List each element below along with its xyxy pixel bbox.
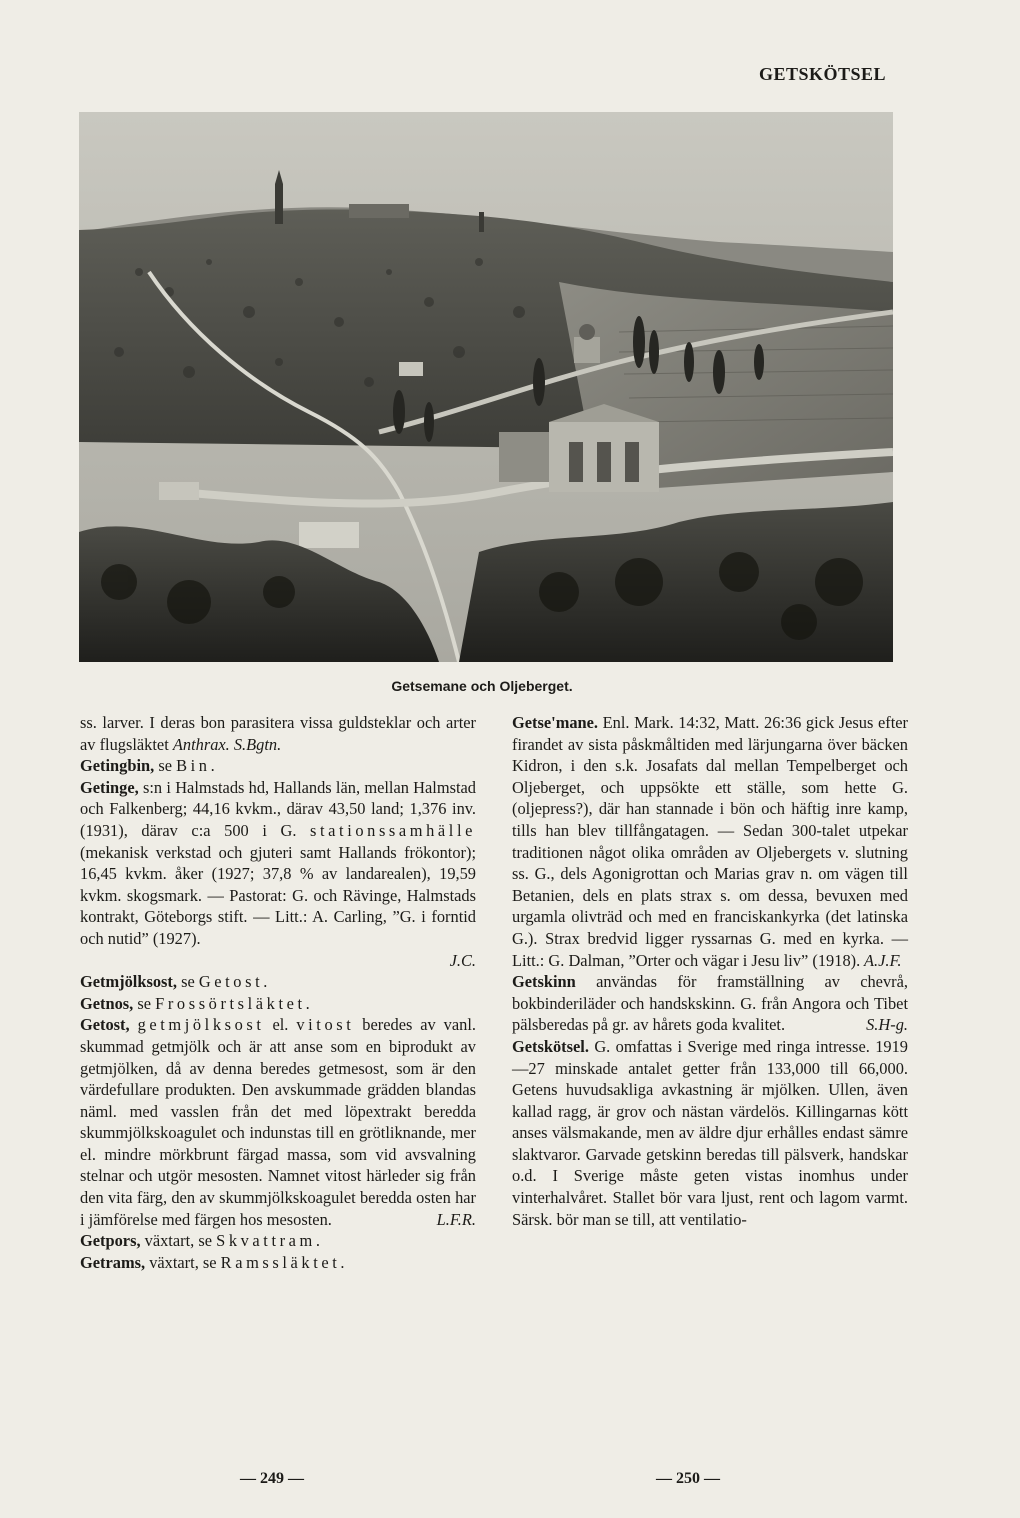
entry-getskotsel [512, 1036, 908, 1230]
entry-text: . [305, 993, 310, 1013]
entry-text: se [154, 756, 177, 776]
page-number-right: — 250 — [656, 1470, 720, 1487]
entry-text: se [176, 972, 199, 992]
headword: Getrams, [80, 1252, 146, 1272]
entry-text: Enl. Mark. 14:32, Matt. 26:36 gick Jesus efter firandet av sista påskmåltiden med lärjungarna över bäcken Kidron, i den s.k. Josafats dal mellan Tempelberget och Oljeberget, och uppsökte ett ställe, som hette G. (oljepress?), där han stannade i bön och häftig inre kamp, tills han blev tillfångatagen. — Sedan 300-talet utpekar traditionen något olika områden av Oljebergets v. slutning ss. G., dels Agonigrottan och Marias grav n. om vägen till Betanien, dels en plats strax s. om dessa, bevuxen med urgamla olivträd och med en franciskankyrka (det latinska G.). Strax bredvid ligger ryssarnas G. med en kyrka. — Litt.: G. Dalman, ”Orter och vägar i Jesu liv” (1918). [512, 713, 908, 970]
entry-text: G. omfattas i Sverige med ringa intresse. 1919—27 minskade antalet getter från 133,000 till 66,000. Getens huvudsakliga avkastning är mjölken. Ullen, även kallad ragg, är grov och nästan värdelös. Killingarnas kött anses välsmakande, men av äldre djur erhålles endast sämre slaktvaror. Garvade getskinn beredas till pälsverk, handskar o.d. I Sverige måste geten vistas inomhus under vinterhalvåret. Stallet bör vara ljust, rent och lagom varmt. Särsk. bör man se till, att ventilatio- [512, 1036, 908, 1229]
photograph-gethsemane [79, 112, 893, 662]
entry-text: (mekanisk verkstad och gjuteri samt Hallands frökontor); 16,45 kvkm. åker (1927; 37,8 % av landarealen), 19,59 kvkm. skogsmark. — Pastorat: G. och Rävinge, Halmstads kontrakt, Göteborgs stift. — Litt.: A. Carling, ”G. i forntid och nutid” (1927). [80, 842, 476, 948]
spaced-term: stationssamhälle [310, 820, 476, 840]
headword: Getost, [80, 1015, 130, 1035]
entry-getpors [80, 1230, 476, 1252]
entry-getost [80, 1014, 476, 1230]
entry-text: växtart, se [145, 1252, 221, 1272]
author-signature: L.F.R. [436, 1209, 476, 1229]
entry-text: ss. larver. I deras bon parasitera vissa guldsteklar och arter av flugsläktet [80, 713, 476, 754]
author-signature: J.C. [449, 950, 476, 970]
headword: Getnos, [80, 993, 134, 1013]
author-signature: S.H-g. [866, 1015, 908, 1035]
entry-text: el. [264, 1015, 297, 1035]
headword: Getskinn [512, 972, 576, 992]
right-column [512, 712, 908, 1230]
headword: Getmjölksost, [80, 972, 177, 992]
headword: Getingbin, [80, 756, 155, 776]
entry-text: . [315, 1231, 320, 1251]
headword: Getskötsel. [512, 1036, 589, 1056]
entry-getsemane [512, 712, 908, 971]
cross-reference: Bin [176, 756, 211, 776]
headword: Getpors, [80, 1231, 141, 1251]
entry-getnos [80, 993, 476, 1015]
author-signature: A.J.F. [860, 950, 902, 970]
entry-text: växtart, se [140, 1231, 217, 1251]
photo-illustration [79, 112, 893, 662]
cross-reference: Getost [198, 972, 264, 992]
entry-getmjolksost [80, 971, 476, 993]
signature-line [80, 950, 476, 972]
cross-reference: Ramssläktet [220, 1252, 341, 1272]
entry-text: . [210, 756, 215, 776]
page-number-left: — 249 — [240, 1470, 304, 1487]
entry-text: användas för framställning av chevrå, bokbinderiläder och handskskinn. G. från Angora och Tibet pälsberedas på gr. av hårets goda kvalitet. [512, 972, 908, 1035]
photo-caption: Getsemane och Oljeberget. [391, 678, 573, 694]
headword: Getse'mane. [512, 713, 599, 732]
cross-reference: vitost [296, 1015, 355, 1035]
entry-text: se [133, 993, 156, 1013]
author-signature: S.Bgtn. [229, 734, 282, 754]
entry-text: s:n i Halmstads hd, Hallands län, mellan Halmstad och Falkenberg; 44,16 kvkm., därav 43,50 land; 1,376 inv. (1931), därav c:a 500 i G. [80, 777, 476, 840]
genus-name: Anthrax. [172, 734, 230, 754]
cross-reference: Skvattram [216, 1231, 316, 1251]
headword: Getinge, [80, 777, 139, 797]
entry-text: . [340, 1252, 345, 1272]
entry-getskinn [512, 971, 908, 1036]
entry-text: . [263, 972, 268, 992]
cross-reference: getmjölksost [137, 1015, 265, 1035]
entry-getinge [80, 777, 476, 950]
cross-reference: Frossörtsläktet [155, 993, 306, 1013]
left-column [80, 712, 476, 1273]
entry-getrams [80, 1252, 476, 1274]
entry-continuation [80, 712, 476, 755]
running-head: GETSKÖTSEL [758, 64, 886, 84]
entry-text: beredes av vanl. skummad getmjölk och är att anse som en biprodukt av getmjölken, då av denna beredes getmesost, som är den värdefullare produkten. Den avskummade grädden blandas näml. med vasslen från det med löpextrakt beredda skummjölkskoagulet och indunstas till en grötliknande, mer el. mindre mörkbrunt färgad massa, som vid avsvalning stelnar och utgör mesosten. Namnet vitost härleder sig från den vita färg, den av skummjölkskoagulet beredda osten har i jämförelse med färgen hos mesosten. [80, 1015, 476, 1229]
entry-getingbin [80, 755, 476, 777]
